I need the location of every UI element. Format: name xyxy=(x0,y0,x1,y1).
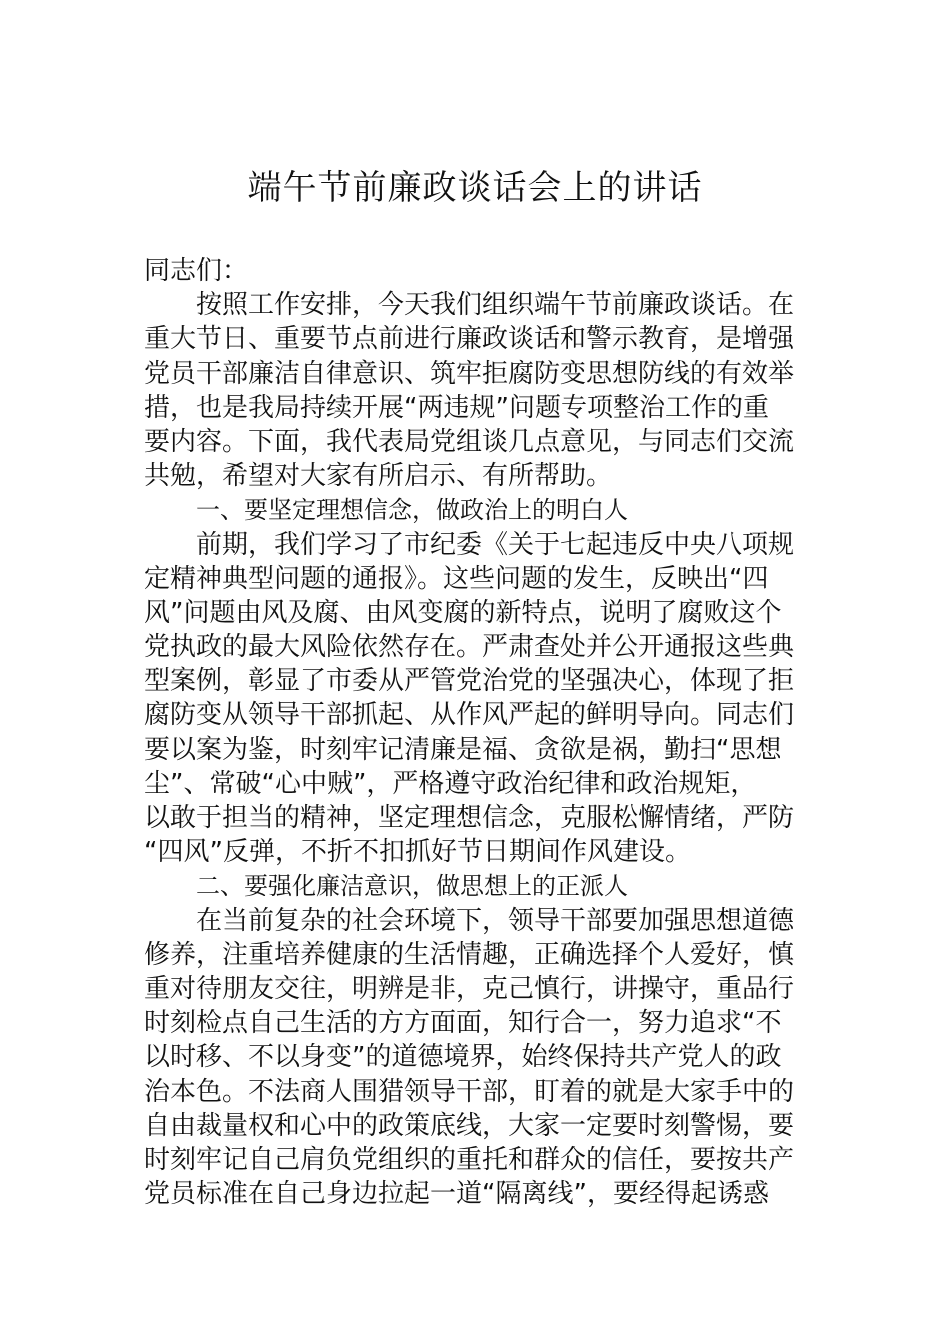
text-line: 重大节日、重要节点前进行廉政谈话和警示教育，是增强 xyxy=(144,324,795,355)
text-line: 时刻检点自己生活的方方面面，知行合一，努力追求“不 xyxy=(144,1008,782,1039)
text-line: 要内容。下面，我代表局党组谈几点意见，与同志们交流 xyxy=(144,426,795,457)
text-line: “四风”反弹，不折不扣抓好节日期间作风建设。 xyxy=(144,837,691,868)
text-line: 治本色。不法商人围猎领导干部，盯着的就是大家手中的 xyxy=(144,1076,795,1107)
document-title: 端午节前廉政谈话会上的讲话 xyxy=(247,168,703,208)
text-line: 同志们： xyxy=(144,256,249,286)
text-line: 腐防变从领导干部抓起、从作风严起的鲜明导向。同志们 xyxy=(144,700,795,731)
text-line: 以时移、不以身变”的道德境界，始终保持共产党人的政 xyxy=(144,1042,782,1073)
section-heading: 二、要强化廉洁意识，做思想上的正派人 xyxy=(196,872,628,901)
text-line: 措，也是我局持续开展“两违规”问题专项整治工作的重 xyxy=(144,392,769,423)
text-line: 以敢于担当的精神，坚定理想信念，克服松懈情绪，严防 xyxy=(144,803,795,833)
text-line: 在当前复杂的社会环境下，领导干部要加强思想道德 xyxy=(196,905,795,936)
text-line: 党执政的最大风险依然存在。严肃查处并公开通报这些典 xyxy=(144,632,795,663)
document-body xyxy=(144,254,808,1211)
text-line: 党员标准在自己身边拉起一道“隔离线”，要经得起诱惑 xyxy=(144,1179,769,1210)
text-line: 风”问题由风及腐、由风变腐的新特点，说明了腐败这个 xyxy=(144,597,782,628)
text-line: 型案例，彰显了市委从严管党治党的坚强决心，体现了拒 xyxy=(144,666,795,697)
text-line: 要以案为鉴，时刻牢记清廉是福、贪欲是祸，勤扫“思想 xyxy=(144,734,782,765)
text-line: 定精神典型问题的通报》。这些问题的发生，反映出“四 xyxy=(144,563,769,594)
text-line: 前期，我们学习了市纪委《关于七起违反中央八项规 xyxy=(196,529,795,560)
text-line: 党员干部廉洁自律意识、筑牢拒腐防变思想防线的有效举 xyxy=(144,358,795,389)
text-line: 修养，注重培养健康的生活情趣，正确选择个人爱好，慎 xyxy=(144,939,795,970)
text-line: 重对待朋友交往，明辨是非，克己慎行，讲操守，重品行 xyxy=(144,973,795,1004)
text-line: 按照工作安排，今天我们组织端午节前廉政谈话。在 xyxy=(196,290,795,321)
section-heading: 一、要坚定理想信念，做政治上的明白人 xyxy=(196,496,628,525)
text-line: 尘”、常破“心中贼”，严格遵守政治纪律和政治规矩， xyxy=(144,768,757,799)
text-line: 时刻牢记自己肩负党组织的重托和群众的信任，要按共产 xyxy=(144,1144,795,1175)
text-line: 自由裁量权和心中的政策底线，大家一定要时刻警惕，要 xyxy=(144,1110,795,1141)
text-line: 共勉，希望对大家有所启示、有所帮助。 xyxy=(144,461,613,492)
